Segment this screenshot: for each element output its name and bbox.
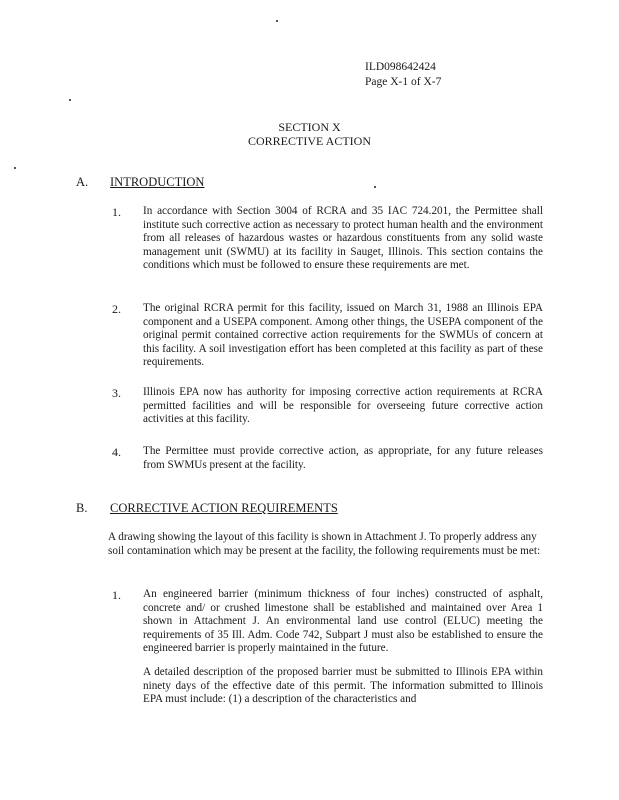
list-item-number: 4. <box>112 445 121 459</box>
part-b-intro: A drawing showing the layout of this facility is shown in Attachment J. To properly address any soil contamination which may be present at the facility, the following requirements must be met: <box>108 531 541 557</box>
document-id: ILD098642424 <box>365 61 436 73</box>
list-item-number: 2. <box>112 302 121 316</box>
list-item-number: 3. <box>112 386 121 400</box>
section-heading: SECTION X <box>278 120 341 134</box>
scan-speck <box>69 99 71 101</box>
scan-speck <box>374 186 376 188</box>
section-title: CORRECTIVE ACTION <box>248 134 371 148</box>
page-number: Page X-1 of X-7 <box>365 76 442 88</box>
scan-speck <box>276 20 278 22</box>
continuation-paragraph: A detailed description of the proposed barrier must be submitted to Illinois EPA within ninety days of the effective date of this permit. The information submitted to Illinois EPA must include: (1) a description of the characteristics and <box>143 666 543 706</box>
list-item-text: In accordance with Section 3004 of RCRA and 35 IAC 724.201, the Permittee shall institute such corrective action as necessary to protect human health and the environment from all releases of hazardous wastes or hazardous constituents from any solid waste management unit (SWMU) at its facility in Sauget, Illinois. This section contains the conditions which must be followed to ensure these requirements are met. <box>143 205 543 272</box>
part-b-letter: B. <box>76 501 88 515</box>
list-item-number: 1. <box>112 205 121 219</box>
part-b-title: CORRECTIVE ACTION REQUIREMENTS <box>110 501 338 515</box>
list-item-number: 1. <box>112 588 121 602</box>
list-item-text: The Permittee must provide corrective action, as appropriate, for any future releases from SWMUs present at the facility. <box>143 445 543 471</box>
list-item-text: An engineered barrier (minimum thickness of four inches) constructed of asphalt, concrete and/ or crushed limestone shall be established and maintained over Area 1 shown in Attachment J. An environmental land use control (ELUC) meeting the requirements of 35 Ill. Adm. Code 742, Subpart J must also be established to ensure the engineered barrier is properly maintained in the future. <box>143 588 543 655</box>
list-item-text: Illinois EPA now has authority for imposing corrective action requirements at RCRA permitted facilities and will be responsible for overseeing future corrective action activities at this facility. <box>143 386 543 426</box>
list-item-text: The original RCRA permit for this facility, issued on March 31, 1988 an Illinois EPA component and a USEPA component. Among other things, the USEPA component of the original permit contained corrective action requirements for the SWMUs of concern at this facility. A soil investigation effort has been completed at this facility as part of these requirements. <box>143 302 543 369</box>
part-a-title: INTRODUCTION <box>110 175 205 189</box>
scan-speck <box>14 167 16 169</box>
part-a-letter: A. <box>76 175 89 189</box>
